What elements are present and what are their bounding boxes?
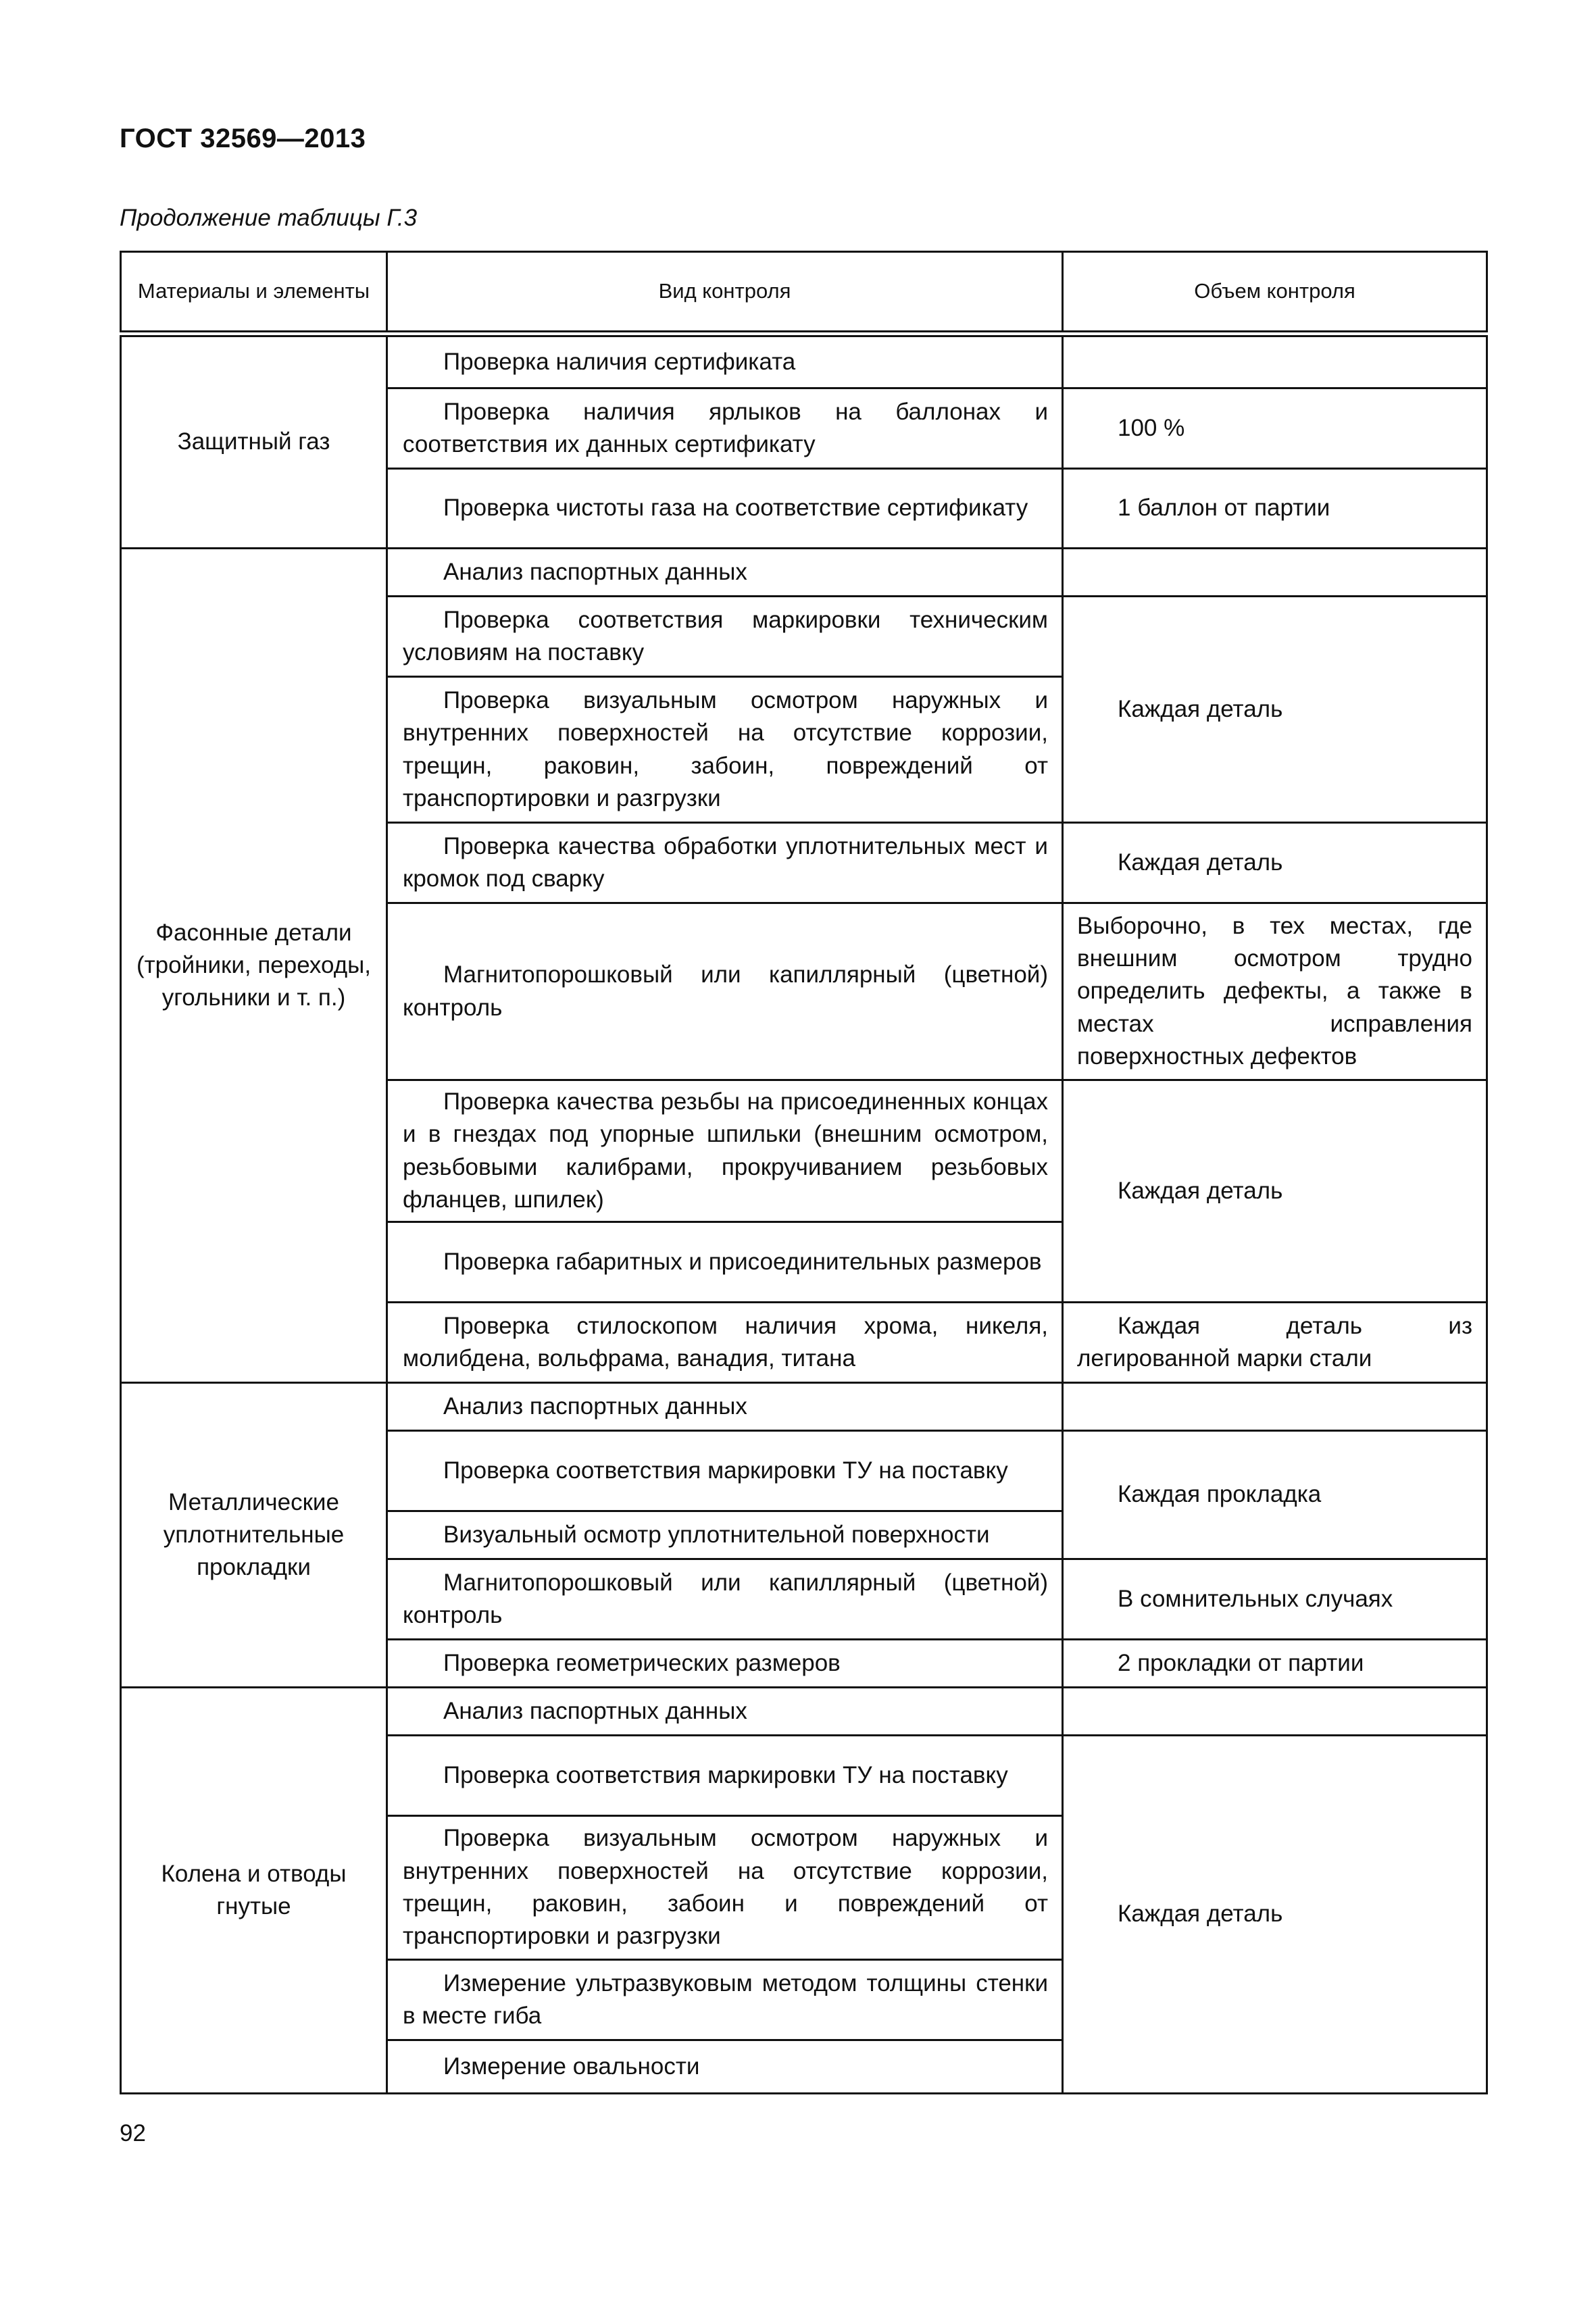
- table-row: [121, 549, 1487, 597]
- material-cell: Фасонные детали (тройники, переходы, угольники и т. п.): [121, 549, 387, 1383]
- control-cell: Анализ паспортных данных: [387, 1688, 1063, 1736]
- control-cell: Проверка геометрических размеров: [387, 1640, 1063, 1688]
- volume-cell: Каждая прокладка: [1063, 1431, 1487, 1559]
- volume-cell: Каждая деталь: [1063, 1080, 1487, 1303]
- volume-cell: 100 %: [1063, 388, 1487, 469]
- control-cell: Проверка соответствия маркировки ТУ на поставку: [387, 1431, 1063, 1511]
- volume-cell: [1063, 334, 1487, 388]
- control-cell: Проверка соответствия маркировки ТУ на поставку: [387, 1736, 1063, 1816]
- volume-cell: [1063, 1688, 1487, 1736]
- column-header-control-volume: Объем контроля: [1063, 252, 1487, 334]
- material-cell: Защитный газ: [121, 334, 387, 549]
- control-cell: Проверка наличия ярлыков на баллонах и соответствия их данных сертификату: [387, 388, 1063, 469]
- control-cell: Проверка визуальным осмотром наружных и внутренних поверхностей на отсутствие коррозии, трещин, раковин, забоин и повреждений от транспортировки и разгрузки: [387, 1816, 1063, 1960]
- control-cell: Проверка стилоскопом наличия хрома, никеля, молибдена, вольфрама, ванадия, титана: [387, 1303, 1063, 1383]
- column-header-materials: Материалы и элементы: [121, 252, 387, 334]
- control-cell: Проверка визуальным осмотром наружных и внутренних поверхностей на отсутствие коррозии, трещин, раковин, забоин, повреждений от транспортировки и разгрузки: [387, 677, 1063, 823]
- control-cell: Анализ паспортных данных: [387, 1383, 1063, 1431]
- control-cell: Проверка наличия сертификата: [387, 334, 1063, 388]
- volume-cell: Каждая деталь из легированной марки стали: [1063, 1303, 1487, 1383]
- material-cell: Металлические уплотнительные прокладки: [121, 1383, 387, 1688]
- inspection-table: [120, 251, 1488, 2094]
- volume-cell: Выборочно, в тех местах, где внешним осмотром трудно определить дефекты, а также в местах исправления поверхностных дефектов: [1063, 903, 1487, 1080]
- volume-cell: Каждая деталь: [1063, 823, 1487, 903]
- volume-cell: [1063, 1383, 1487, 1431]
- control-cell: Анализ паспортных данных: [387, 549, 1063, 597]
- page-number: 92: [120, 2120, 146, 2146]
- control-cell: Измерение овальности: [387, 2040, 1063, 2094]
- control-cell: Проверка качества резьбы на присоединенных концах и в гнездах под упорные шпильки (внешним осмотром, резьбовыми калибрами, прокручиванием резьбовых фланцев, шпилек): [387, 1080, 1063, 1222]
- control-cell: Проверка габаритных и присоединительных размеров: [387, 1222, 1063, 1303]
- material-cell: Колена и отводы гнутые: [121, 1688, 387, 2094]
- control-cell: Магнитопорошковый или капиллярный (цветной) контроль: [387, 1559, 1063, 1640]
- column-header-control-type: Вид контроля: [387, 252, 1063, 334]
- control-cell: Проверка соответствия маркировки техническим условиям на поставку: [387, 597, 1063, 677]
- table-header-row: [121, 252, 1487, 334]
- document-header: ГОСТ 32569—2013: [120, 124, 366, 153]
- volume-cell: Каждая деталь: [1063, 597, 1487, 823]
- table-row: [121, 1383, 1487, 1431]
- control-cell: Визуальный осмотр уплотнительной поверхности: [387, 1511, 1063, 1559]
- volume-cell: Каждая деталь: [1063, 1736, 1487, 2094]
- volume-cell: 2 прокладки от партии: [1063, 1640, 1487, 1688]
- volume-cell: В сомнительных случаях: [1063, 1559, 1487, 1640]
- volume-cell: 1 баллон от партии: [1063, 469, 1487, 549]
- control-cell: Измерение ультразвуковым методом толщины стенки в месте гиба: [387, 1960, 1063, 2040]
- table-row: [121, 1688, 1487, 1736]
- volume-cell: [1063, 549, 1487, 597]
- control-cell: Магнитопорошковый или капиллярный (цветной) контроль: [387, 903, 1063, 1080]
- control-cell: Проверка чистоты газа на соответствие сертификату: [387, 469, 1063, 549]
- table-row: [121, 334, 1487, 388]
- table-caption: Продолжение таблицы Г.3: [120, 205, 418, 231]
- control-cell: Проверка качества обработки уплотнительных мест и кромок под сварку: [387, 823, 1063, 903]
